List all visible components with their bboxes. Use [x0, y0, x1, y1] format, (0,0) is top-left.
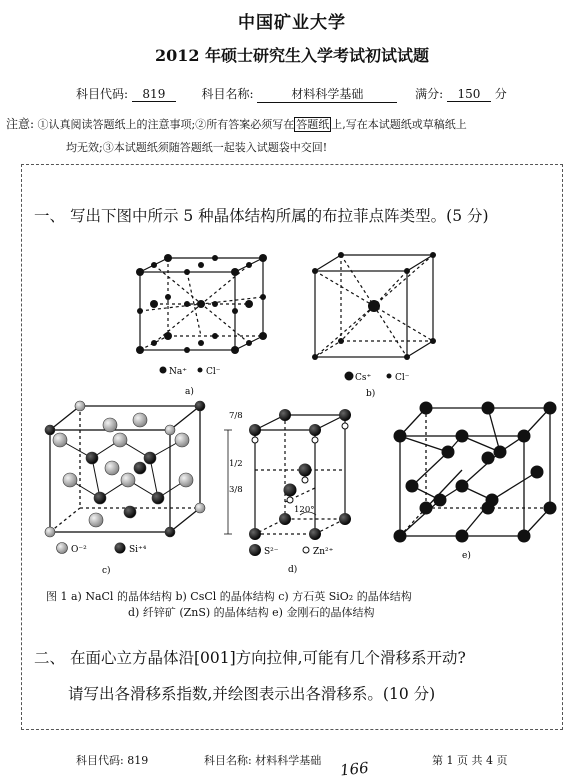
structure-d-atoms: [249, 409, 351, 540]
question-2-line-1: 在面心立方晶体沿[001]方向拉伸,可能有几个滑移系开动?: [69, 649, 466, 667]
footer-subject: [204, 752, 321, 768]
answer-sheet-box: 答题纸: [296, 118, 330, 131]
score-label: 满分:: [415, 87, 444, 101]
legend-b-cs: Cs⁺: [355, 373, 372, 383]
question-2: [34, 646, 466, 668]
structure-e-diamond: [400, 408, 550, 536]
structure-b-legend: [345, 372, 410, 400]
height-label-1-2: 1/2: [229, 459, 243, 469]
footer-code-value: 819: [127, 754, 149, 767]
angle-label: 120°: [294, 505, 315, 515]
legend-d-s: S²⁻: [264, 547, 279, 557]
height-label-7-8: 7/8: [229, 411, 243, 421]
structure-a-atoms: [136, 254, 267, 354]
legend-a-cl: Cl⁻: [206, 367, 221, 377]
score-unit: 分: [494, 87, 507, 101]
legend-c-o: O⁻²: [71, 545, 87, 555]
legend-c-si: Si⁺⁴: [129, 545, 147, 555]
notice-text-b: 上,写在本试题纸或草稿纸上: [331, 118, 467, 131]
footer-code: [76, 752, 148, 768]
height-label-3-8: 3/8: [229, 485, 243, 495]
footer-code-label: 科目代码:: [76, 754, 124, 767]
label-c: c): [102, 566, 111, 576]
notice-line-2: 均无效;③本试题纸须随答题纸一起装入试题袋中交回!: [66, 141, 328, 154]
footer-page: 第 1 页 共 4 页: [432, 754, 508, 767]
exam-title: 2012 年硕士研究生入学考试初试试题: [154, 46, 430, 65]
structure-a-legend: [160, 367, 221, 398]
label-a: a): [185, 387, 194, 397]
legend-d-zn: Zn²⁺: [313, 547, 334, 557]
figure-caption-line-1: 图 1 a) NaCl 的晶体结构 b) CsCl 的晶体结构 c) 方石英 SiO₂ 的晶体结构: [46, 590, 412, 603]
score-value: 150: [447, 87, 491, 102]
footer-name-label: 科目名称:: [204, 754, 252, 767]
university-name: 中国矿业大学: [238, 13, 346, 33]
name-label: 科目名称:: [201, 87, 254, 101]
question-1-text: 写出下图中所示 5 种晶体结构所属的布拉菲点阵类型。(5 分): [69, 207, 489, 225]
figure-caption-line-2: d) 纤锌矿 (ZnS) 的晶体结构 e) 金刚石的晶体结构: [128, 606, 375, 619]
label-d: d): [288, 565, 298, 575]
structure-d-legend: [249, 544, 334, 575]
name-value: 材料科学基础: [257, 85, 397, 103]
footer-name-value: 材料科学基础: [255, 754, 322, 767]
structure-d-annotations: [229, 411, 314, 515]
structure-c-legend: [57, 543, 147, 577]
code-label: 科目代码:: [76, 87, 129, 101]
notice-text-a: ①认真阅读答题纸上的注意事项;②所有答案必须写在: [37, 118, 295, 131]
legend-a-na: Na⁺: [169, 367, 187, 377]
handwritten-page-number: 166: [339, 758, 370, 780]
code-value: 819: [132, 87, 176, 102]
notice-label: 注意:: [6, 117, 35, 131]
question-1-number: 一、: [34, 207, 66, 225]
label-e: e): [462, 551, 471, 561]
legend-b-cl: Cl⁻: [395, 373, 410, 383]
question-2-number: 二、: [34, 649, 66, 667]
label-b: b): [366, 389, 376, 399]
question-2-line-2: 请写出各滑移系指数,并绘图表示出各滑移系。(10 分): [68, 685, 436, 703]
